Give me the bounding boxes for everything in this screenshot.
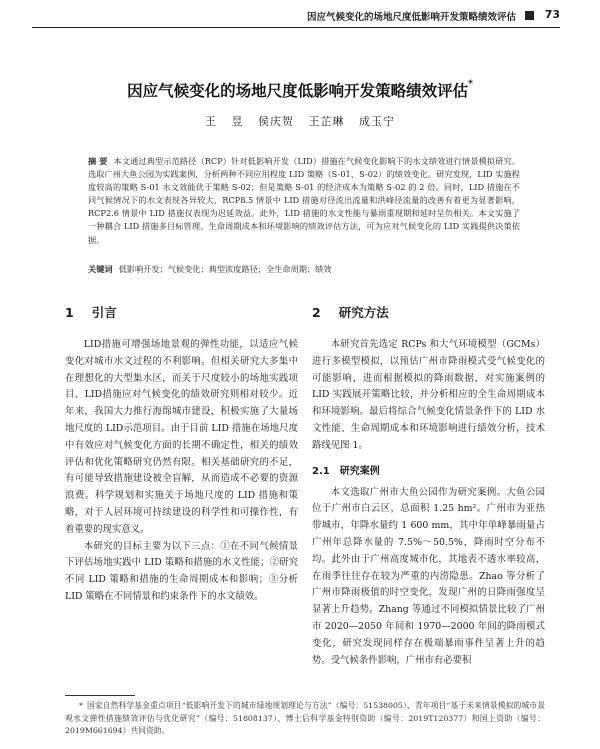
article-title	[0, 79, 600, 101]
paragraph: 本研究的目标主要为以下三点：①在不同气候情景下评估场地实践中 LID 策略和措施的水文性能；②研究不同 LID 策略和措施的生命周期成本和影响；③分析 LID 策略在不同情景和约束条件下的水文绩效。	[65, 540, 298, 602]
section-title: 引言	[91, 305, 117, 320]
abstract-label: 摘 要	[88, 156, 108, 166]
paragraph: 本研究首先选定 RCPs 和大气环境模型（GCMs）进行多模型模拟，以预估广州市降雨模式受气候变化的可能影响，进而根据模拟的降雨数据，对实施案例的 LID 实践展开策略比较，并分析相应的全生命周期成本和环境影响。最后将综合气候变化情景条件下的 LID 水文性能、生命周期成本和环境影响进行绩效分析，技术路线见图 1。	[312, 339, 545, 451]
subsection-number: 2.1	[312, 465, 330, 477]
running-head-square-icon	[525, 11, 534, 20]
author-name: 王 昱	[205, 115, 244, 128]
author-list	[0, 113, 600, 129]
footnote-text: 国家自然科学基金重点项目“低影响开发下的城市绿地规划理论与方法”（编号：51538005）、青年项目“基于未来情景模拟的城市景观水文弹性措施绩效评估与优化研究”（编号：51808137）、博士后科学基金特别资助（编号：2019T120377）和国上资助（编号：2019M661694）共同资助。	[65, 701, 545, 735]
abstract-text: 本文通过典型示范路径（RCP）针对低影响开发（LID）措施在气候变化影响下的水文绩效进行情景模拟研究。选取广州大鱼公园为实践案例，分析两种不同应用程度 LID 策略（S-01、S-02）的绩效变化。研究发现，LID 实施程度较高的策略 S-01 水文效能优于策略 S-02；但是策略 S-01 的经济成本为策略 S-02 的 2 倍。同时，LID 措施在不同气候情况下的水文表现各异较大，RCP8.5 情景中 LID 措施对径流出流量和洪峰径流量的改善有着更为显著影响，RCP2.6 情景中 LID 措施仅表现为迟延效益。此外，LID 措施的水文性能与暴雨重现期和延时呈负相关。本文实施了一种耦合 LID 措施多目标管理、生命周期成本和环境影响的绩效评估方法，可为应对气候变化的 LID 实践提供决策依据。	[88, 156, 520, 245]
running-head-title: 因应气候变化的场地尺度低影响开发策略绩效评估	[306, 12, 516, 23]
keywords-text: 低影响开发；气候变化；典型浓度路径；全生命周期；绩效	[118, 264, 332, 274]
section-heading-methods	[312, 300, 545, 337]
keywords	[88, 263, 520, 276]
running-head	[0, 6, 600, 28]
title-footnote-mark: *	[468, 79, 473, 89]
paragraph: LID措施可增强场地景观的弹性功能，以适应气候变化对城市水文过程的不利影响。但相关研究大多集中在理想化的大型集水区，而关于尺度较小的场地实践项目、LID措施应对气候变化的绩效研究则相对较少。近年来，我国大力推行海绵城市建设，积极实施了大量场地尺度的 LID示范项目。由于目前 LID 措施在场地尺度中有效应对气候变化方面的长期不确定性，相关的绩效评估和优化策略研究仍然有限。相关基础研究的不足，有可能导致措施建设被全盲解，从而造成不必要的资源浪费。科学规划和实施关于场地尺度的 LID 措施和策略，对于人居环境可持续建设的科学性和可操作性，有着重要的现实意义。	[65, 339, 298, 535]
section-number: 2	[312, 305, 321, 320]
footnote-rule	[65, 695, 135, 696]
section-heading-introduction	[65, 300, 298, 337]
section-title: 研究方法	[338, 305, 389, 320]
article-title-text: 因应气候变化的场地尺度低影响开发策略绩效评估	[127, 82, 469, 100]
footnote-mark: *	[79, 701, 83, 710]
abstract	[88, 155, 520, 247]
footnote	[65, 700, 545, 738]
paragraph: 本文选取广州市大鱼公园作为研究案例。大鱼公园位于广州市白云区，总面积 1.25 hm²。广州市为亚热带城市，年降水量约 1 600 mm，其中年单峰暴雨量占广州年总降水量的 7.5%～50.5%，降雨时空分布不均。此外由于广州高度城市化，其地表不透水率较高，在雨季往往存在较为严重的内涝隐患。Zhao 等分析了广州市降雨极值的时空变化，发现广州的日降雨强度呈显著上升趋势。Zhang 等通过不同模拟情景比较了广州市 2020—2050 年间和 1970—2000 年间的降雨模式变化，研究发现同样存在极端暴雨事件呈著上升的趋势。受气候条件影响，广州市有必要积	[312, 486, 545, 666]
header-rule	[32, 27, 560, 28]
right-column	[312, 300, 545, 669]
subsection-title: 研究案例	[339, 465, 380, 477]
author-name: 王芷琳	[308, 115, 345, 128]
section-number: 1	[65, 305, 74, 320]
author-name: 侯庆贺	[258, 115, 294, 128]
left-column	[65, 300, 298, 606]
keywords-label: 关键词	[88, 264, 113, 274]
subsection-heading-case	[312, 459, 545, 485]
author-name: 成玉宁	[359, 115, 395, 128]
page-number: 73	[544, 8, 560, 21]
